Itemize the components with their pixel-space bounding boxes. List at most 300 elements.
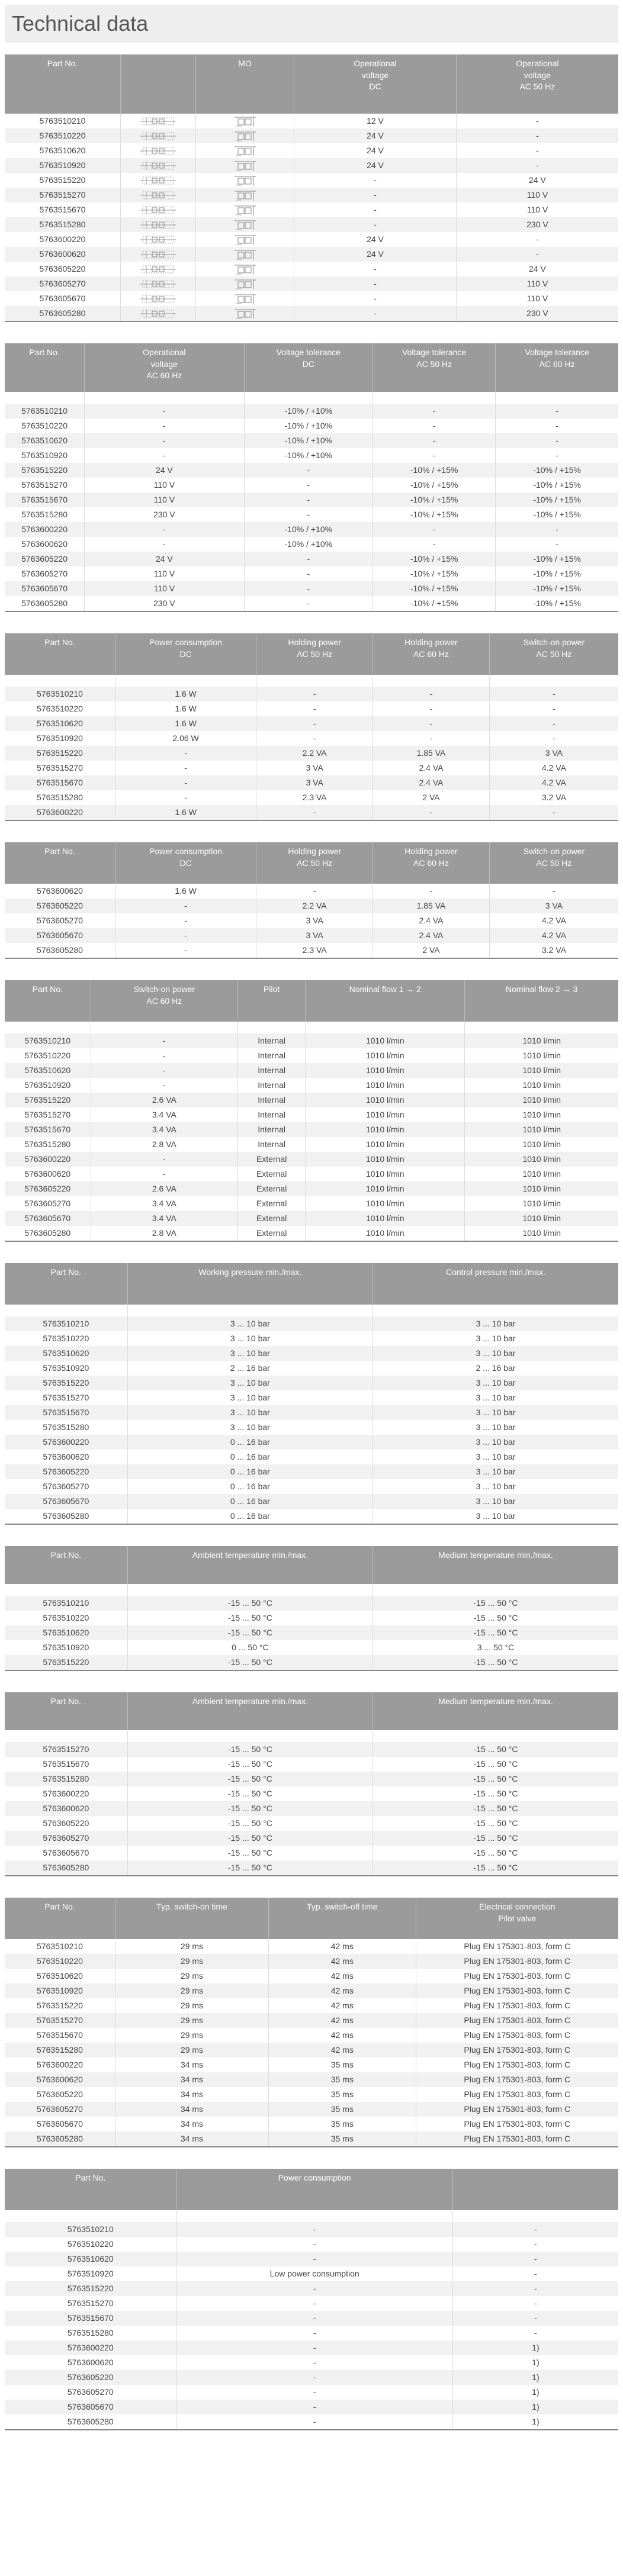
spacer-cell xyxy=(5,675,115,687)
table-cell: 4.2 VA xyxy=(489,913,618,928)
table-cell: External xyxy=(238,1167,306,1181)
circuit-symbol-icon xyxy=(120,217,195,232)
table-row xyxy=(5,2043,618,2057)
table-cell: - xyxy=(489,884,618,899)
table-row xyxy=(5,805,618,820)
valve-symbol-icon xyxy=(196,158,294,173)
table-cell: - xyxy=(91,1063,238,1078)
part-number-cell: 5763605280 xyxy=(5,1860,127,1876)
part-number-cell: 5763600620 xyxy=(21,539,68,549)
table-cell: 29 ms xyxy=(115,1954,268,1969)
circuit-symbol-icon xyxy=(120,114,195,128)
table-cell: -10% / +15% xyxy=(496,566,618,581)
part-number-cell: 5763515670 xyxy=(37,2030,83,2040)
part-number-cell: 5763515270 xyxy=(37,763,83,772)
part-number-cell: 5763515220 xyxy=(37,2001,83,2010)
part-number-cell: 5763515220 xyxy=(5,1655,127,1670)
table-row xyxy=(5,463,618,478)
part-number-cell: 5763605270 xyxy=(43,1482,89,1491)
table-cell: 3 ... 10 bar xyxy=(127,1420,372,1435)
table-cell: - xyxy=(244,478,373,492)
table-cell: 2.4 VA xyxy=(373,761,490,775)
column-header: Power consumption DC xyxy=(115,842,256,884)
table-row xyxy=(5,404,618,418)
table-cell: 2.6 VA xyxy=(91,1093,238,1107)
table-cell: 1010 l/min xyxy=(465,1093,618,1107)
part-number-cell: 5763600220 xyxy=(5,1152,91,1167)
part-number-cell: 5763510220 xyxy=(67,2239,114,2249)
part-number-cell: 5763605220 xyxy=(5,2370,176,2385)
table-row xyxy=(5,1786,618,1801)
table-row xyxy=(5,1801,618,1816)
table-cell: - xyxy=(496,404,618,418)
table-cell: External xyxy=(238,1196,306,1211)
part-number-cell: 5763510620 xyxy=(5,1625,127,1640)
table-cell: 230 V xyxy=(456,217,618,232)
column-header: Working pressure min./max. xyxy=(127,1263,372,1305)
part-number-cell: 5763510920 xyxy=(24,1080,71,1090)
column-header: Medium temperature min./max. xyxy=(373,1546,618,1584)
part-number-cell: 5763605670 xyxy=(5,581,85,596)
part-number-cell: 5763605280 xyxy=(67,2417,114,2426)
table-cell: 4.2 VA xyxy=(489,928,618,943)
table-cell: -15 ... 50 °C xyxy=(127,1742,372,1757)
table-row xyxy=(5,1196,618,1211)
table-cell: 4.2 VA xyxy=(489,761,618,775)
table-row xyxy=(5,716,618,731)
part-number-cell: 5763515280 xyxy=(24,1139,71,1149)
column-header: MO xyxy=(196,54,294,114)
column-header: Pilot xyxy=(238,980,306,1022)
table-cell: 42 ms xyxy=(268,1998,416,2013)
table-cell: -10% / +15% xyxy=(373,463,496,478)
column-header: Nominal flow 1 → 2 xyxy=(306,980,465,1022)
part-number-cell: 5763515280 xyxy=(21,510,68,519)
table-row xyxy=(5,2311,618,2326)
spacer-cell xyxy=(496,392,618,404)
table-cell: - xyxy=(373,731,490,746)
table-cell: - xyxy=(115,943,256,958)
table-cell: 230 V xyxy=(85,596,244,611)
table-row xyxy=(5,1048,618,1063)
table-cell: - xyxy=(176,2237,452,2252)
column-header: Medium temperature min./max. xyxy=(373,1692,618,1730)
part-number-cell: 5763515270 xyxy=(5,1742,127,1757)
table-row xyxy=(5,1831,618,1846)
table-row xyxy=(5,1450,618,1464)
table-row xyxy=(5,2237,618,2252)
table-cell: 1.6 W xyxy=(115,687,256,701)
table-cell: - xyxy=(91,1152,238,1167)
table-cell: - xyxy=(373,418,496,433)
part-number-cell: 5763600220 xyxy=(5,522,85,537)
spacer-cell xyxy=(244,392,373,404)
table-cell: 3 ... 10 bar xyxy=(127,1331,372,1346)
table-row xyxy=(5,217,618,232)
table-row xyxy=(5,2072,618,2087)
table-cell: 1010 l/min xyxy=(465,1152,618,1167)
table-cell: -15 ... 50 °C xyxy=(373,1801,618,1816)
table-cell: 1010 l/min xyxy=(465,1167,618,1181)
table-cell: 3.4 VA xyxy=(91,1107,238,1122)
table-cell: Plug EN 175301-803, form C xyxy=(416,2131,618,2147)
table-cell: Plug EN 175301-803, form C xyxy=(416,2087,618,2102)
part-number-cell: 5763515670 xyxy=(5,1405,127,1420)
spacer-row xyxy=(5,1305,618,1316)
table-cell: - xyxy=(452,2222,618,2237)
table-row xyxy=(5,1331,618,1346)
table-cell: - xyxy=(294,262,457,276)
table-header-row xyxy=(5,1263,618,1305)
spacer-cell xyxy=(5,1022,91,1033)
table-row xyxy=(5,173,618,188)
table-cell: - xyxy=(452,2296,618,2311)
spacer-cell xyxy=(5,2210,176,2222)
spacer-row xyxy=(5,392,618,404)
table-cell: Internal xyxy=(238,1048,306,1063)
table-cell: - xyxy=(115,928,256,943)
column-header: Switch-on power AC 50 Hz xyxy=(489,842,618,884)
table-cell: 29 ms xyxy=(115,2043,268,2057)
table-cell: 24 V xyxy=(294,158,457,173)
part-number-cell: 5763515270 xyxy=(43,1393,89,1402)
table-row xyxy=(5,2296,618,2311)
page-title: Technical data xyxy=(12,11,149,36)
table-cell: 110 V xyxy=(456,291,618,306)
table-cell: - xyxy=(489,701,618,716)
table-cell: - xyxy=(176,2400,452,2414)
table-cell: 3 ... 10 bar xyxy=(373,1346,618,1361)
table-cell: 1010 l/min xyxy=(465,1033,618,1048)
table-row xyxy=(5,2400,618,2414)
table-cell: -10% / +10% xyxy=(244,537,373,552)
table-cell: - xyxy=(91,1167,238,1181)
table-cell: 1010 l/min xyxy=(306,1063,465,1078)
table-cell: -15 ... 50 °C xyxy=(127,1625,372,1640)
data-table-8 xyxy=(5,1692,618,1876)
table-cell: 1) xyxy=(452,2355,618,2370)
spacer-row xyxy=(5,2210,618,2222)
part-number-cell: 5763515220 xyxy=(5,1093,91,1107)
table-row xyxy=(5,943,618,958)
part-number-cell: 5763600220 xyxy=(5,1435,127,1450)
table-row xyxy=(5,1152,618,1167)
table-cell: Plug EN 175301-803, form C xyxy=(416,2043,618,2057)
table-cell: - xyxy=(176,2252,452,2266)
table-cell: - xyxy=(85,537,244,552)
table-cell: - xyxy=(373,701,490,716)
table-header-row xyxy=(5,633,618,675)
table-cell: External xyxy=(238,1226,306,1241)
part-number-cell: 5763605220 xyxy=(39,264,86,273)
table-row xyxy=(5,478,618,492)
table-cell: Plug EN 175301-803, form C xyxy=(416,2102,618,2117)
table-cell: 24 V xyxy=(294,128,457,143)
spacer-cell xyxy=(256,675,373,687)
valve-symbol-icon xyxy=(196,306,294,321)
part-number-cell: 5763510220 xyxy=(37,704,83,713)
circuit-symbol-icon xyxy=(120,173,195,188)
table-cell: 2 VA xyxy=(373,943,490,958)
table-cell: Plug EN 175301-803, form C xyxy=(416,1969,618,1983)
table-cell: 3 ... 10 bar xyxy=(373,1450,618,1464)
part-number-cell: 5763510920 xyxy=(67,2269,114,2278)
table-row xyxy=(5,1376,618,1390)
column-header: Typ. switch-on time xyxy=(115,1898,268,1939)
table-row xyxy=(5,566,618,581)
spacer-row xyxy=(5,1584,618,1596)
part-number-cell: 5763515280 xyxy=(5,2043,115,2057)
table-row xyxy=(5,507,618,522)
column-header: Part No. xyxy=(5,1692,127,1730)
table-cell: 1010 l/min xyxy=(465,1063,618,1078)
table-cell: 3 ... 10 bar xyxy=(127,1376,372,1390)
table-cell: 3 ... 10 bar xyxy=(373,1479,618,1494)
table-row xyxy=(5,1167,618,1181)
part-number-cell: 5763605270 xyxy=(67,2387,114,2397)
table-row xyxy=(5,143,618,158)
table-header-row xyxy=(5,980,618,1022)
table-row xyxy=(5,1757,618,1772)
table-cell: Plug EN 175301-803, form C xyxy=(416,2013,618,2028)
table-cell: Plug EN 175301-803, form C xyxy=(416,1983,618,1998)
column-header: Switch-on power AC 60 Hz xyxy=(91,980,238,1022)
part-number-cell: 5763515220 xyxy=(39,175,86,185)
table-row xyxy=(5,1998,618,2013)
spacer-cell xyxy=(452,2210,618,2222)
table-row xyxy=(5,2102,618,2117)
spacer-cell xyxy=(465,1022,618,1033)
table-cell: - xyxy=(176,2281,452,2296)
part-number-cell: 5763515670 xyxy=(5,1122,91,1137)
table-cell: - xyxy=(456,247,618,262)
spacer-cell xyxy=(306,1022,465,1033)
table-cell: 1010 l/min xyxy=(465,1048,618,1063)
table-row xyxy=(5,2355,618,2370)
column-header: Holding power AC 60 Hz xyxy=(373,842,490,884)
table-cell: - xyxy=(176,2340,452,2355)
valve-symbol-icon xyxy=(196,276,294,291)
table-cell: - xyxy=(256,687,373,701)
table-cell: - xyxy=(496,522,618,537)
table-cell: -15 ... 50 °C xyxy=(373,1786,618,1801)
part-number-cell: 5763510920 xyxy=(43,1363,89,1373)
part-number-cell: 5763605270 xyxy=(5,1831,127,1846)
table-cell: 3 VA xyxy=(489,899,618,913)
table-cell: 3 ... 10 bar xyxy=(373,1420,618,1435)
table-cell: -15 ... 50 °C xyxy=(373,1816,618,1831)
table-cell: 24 V xyxy=(294,247,457,262)
table-row xyxy=(5,1390,618,1405)
table-row xyxy=(5,1346,618,1361)
table-row xyxy=(5,1954,618,1969)
table-cell: Internal xyxy=(238,1137,306,1152)
table-row xyxy=(5,1435,618,1450)
table-row xyxy=(5,2222,618,2237)
table-row xyxy=(5,899,618,913)
table-cell: - xyxy=(244,463,373,478)
table-cell: - xyxy=(294,276,457,291)
table-cell: 0 ... 16 bar xyxy=(127,1435,372,1450)
table-row xyxy=(5,1316,618,1331)
table-cell: 0 ... 16 bar xyxy=(127,1464,372,1479)
valve-symbol-icon xyxy=(196,262,294,276)
table-row xyxy=(5,2087,618,2102)
table-cell: - xyxy=(244,581,373,596)
table-cell: -15 ... 50 °C xyxy=(373,1860,618,1876)
table-cell: - xyxy=(91,1078,238,1093)
table-cell: - xyxy=(373,522,496,537)
table-row xyxy=(5,1742,618,1757)
table-row xyxy=(5,2131,618,2147)
table-row xyxy=(5,433,618,448)
part-number-cell: 5763515670 xyxy=(39,205,86,214)
table-row xyxy=(5,1846,618,1860)
table-cell: - xyxy=(452,2281,618,2296)
table-row xyxy=(5,1211,618,1226)
table-cell: - xyxy=(456,128,618,143)
circuit-symbol-icon xyxy=(120,188,195,202)
part-number-cell: 5763510220 xyxy=(5,1954,115,1969)
table-cell: 29 ms xyxy=(115,2028,268,2043)
part-number-cell: 5763510220 xyxy=(5,128,120,143)
column-header: Power consumption xyxy=(176,2169,452,2210)
spacer-cell xyxy=(91,1022,238,1033)
table-row xyxy=(5,1611,618,1625)
table-cell: 2.3 VA xyxy=(256,943,373,958)
table-row xyxy=(5,1093,618,1107)
table-cell: - xyxy=(85,433,244,448)
table-cell: 2.4 VA xyxy=(373,775,490,790)
table-cell: -10% / +10% xyxy=(244,522,373,537)
table-row xyxy=(5,2057,618,2072)
table-cell: 1.6 W xyxy=(115,884,256,899)
table-cell: -15 ... 50 °C xyxy=(127,1786,372,1801)
circuit-symbol-icon xyxy=(120,232,195,247)
table-row xyxy=(5,158,618,173)
table-row xyxy=(5,1464,618,1479)
table-row xyxy=(5,1772,618,1786)
table-cell: - xyxy=(489,716,618,731)
table-cell: External xyxy=(238,1181,306,1196)
table-row xyxy=(5,1860,618,1876)
circuit-symbol-icon xyxy=(120,276,195,291)
part-number-cell: 5763510210 xyxy=(5,1316,127,1331)
valve-symbol-icon xyxy=(196,202,294,217)
part-number-cell: 5763510620 xyxy=(5,433,85,448)
table-row xyxy=(5,2340,618,2355)
spacer-cell xyxy=(127,1584,372,1596)
column-header: Part No. xyxy=(5,980,91,1022)
table-cell: 1.6 W xyxy=(115,805,256,820)
table-row xyxy=(5,2117,618,2131)
part-number-cell: 5763605220 xyxy=(5,552,85,566)
table-cell: -15 ... 50 °C xyxy=(127,1655,372,1670)
part-number-cell: 5763515270 xyxy=(5,2013,115,2028)
table-cell: 3 ... 10 bar xyxy=(373,1316,618,1331)
spacer-cell xyxy=(85,392,244,404)
table-cell: - xyxy=(452,2311,618,2326)
table-cell: - xyxy=(115,775,256,790)
part-number-cell: 5763515270 xyxy=(67,2298,114,2308)
table-header-row xyxy=(5,54,618,114)
table-cell: 42 ms xyxy=(268,1954,416,1969)
table-cell: Internal xyxy=(238,1063,306,1078)
table-cell: 1010 l/min xyxy=(306,1181,465,1196)
part-number-cell: 5763510220 xyxy=(24,1051,71,1060)
table-row xyxy=(5,232,618,247)
table-cell: -15 ... 50 °C xyxy=(127,1757,372,1772)
table-cell: - xyxy=(115,899,256,913)
part-number-cell: 5763510920 xyxy=(21,450,68,460)
table-cell: 3.2 VA xyxy=(489,790,618,805)
table-cell: Plug EN 175301-803, form C xyxy=(416,2028,618,2043)
table-cell: -10% / +10% xyxy=(244,418,373,433)
table-cell: -15 ... 50 °C xyxy=(127,1816,372,1831)
table-cell: - xyxy=(244,552,373,566)
table-cell: 34 ms xyxy=(115,2131,268,2147)
table-cell: - xyxy=(85,522,244,537)
table-cell: 24 V xyxy=(456,173,618,188)
table-cell: External xyxy=(238,1152,306,1167)
table-row xyxy=(5,537,618,552)
part-number-cell: 5763510210 xyxy=(5,1596,127,1611)
table-cell: 35 ms xyxy=(268,2072,416,2087)
part-number-cell: 5763510220 xyxy=(21,421,68,430)
circuit-symbol-icon xyxy=(120,291,195,306)
table-cell: -10% / +15% xyxy=(496,478,618,492)
part-number-cell: 5763605670 xyxy=(5,2400,176,2414)
column-header: Voltage tolerance AC 50 Hz xyxy=(373,343,496,392)
valve-symbol-icon xyxy=(196,143,294,158)
table-cell: -15 ... 50 °C xyxy=(373,1757,618,1772)
column-header: Part No. xyxy=(5,842,115,884)
table-cell: 3 ... 10 bar xyxy=(373,1509,618,1524)
part-number-cell: 5763515280 xyxy=(5,1772,127,1786)
table-row xyxy=(5,746,618,761)
table-row xyxy=(5,306,618,321)
part-number-cell: 5763515270 xyxy=(5,188,120,202)
table-cell: - xyxy=(85,404,244,418)
table-cell: Plug EN 175301-803, form C xyxy=(416,1939,618,1954)
valve-symbol-icon xyxy=(196,173,294,188)
table-cell: 24 V xyxy=(85,552,244,566)
table-cell: 3 ... 10 bar xyxy=(127,1346,372,1361)
spacer-cell xyxy=(373,1730,618,1742)
table-cell: 2.4 VA xyxy=(373,928,490,943)
table-cell: - xyxy=(496,433,618,448)
table-row xyxy=(5,775,618,790)
table-cell: Internal xyxy=(238,1122,306,1137)
table-cell: 1010 l/min xyxy=(306,1152,465,1167)
table-cell: -15 ... 50 °C xyxy=(373,1831,618,1846)
part-number-cell: 5763510920 xyxy=(37,733,83,743)
table-cell: 1010 l/min xyxy=(465,1196,618,1211)
table-cell: 2.2 VA xyxy=(256,746,373,761)
table-cell: -15 ... 50 °C xyxy=(127,1860,372,1876)
table-row xyxy=(5,884,618,899)
table-cell: - xyxy=(452,2326,618,2340)
table-row xyxy=(5,448,618,463)
table-cell: 1010 l/min xyxy=(306,1093,465,1107)
spacer-cell xyxy=(238,1022,306,1033)
table-row xyxy=(5,1405,618,1420)
part-number-cell: 5763515220 xyxy=(5,463,85,478)
table-row xyxy=(5,1078,618,1093)
table-cell: 1) xyxy=(452,2340,618,2355)
part-number-cell: 5763510210 xyxy=(5,404,85,418)
table-row xyxy=(5,1033,618,1048)
